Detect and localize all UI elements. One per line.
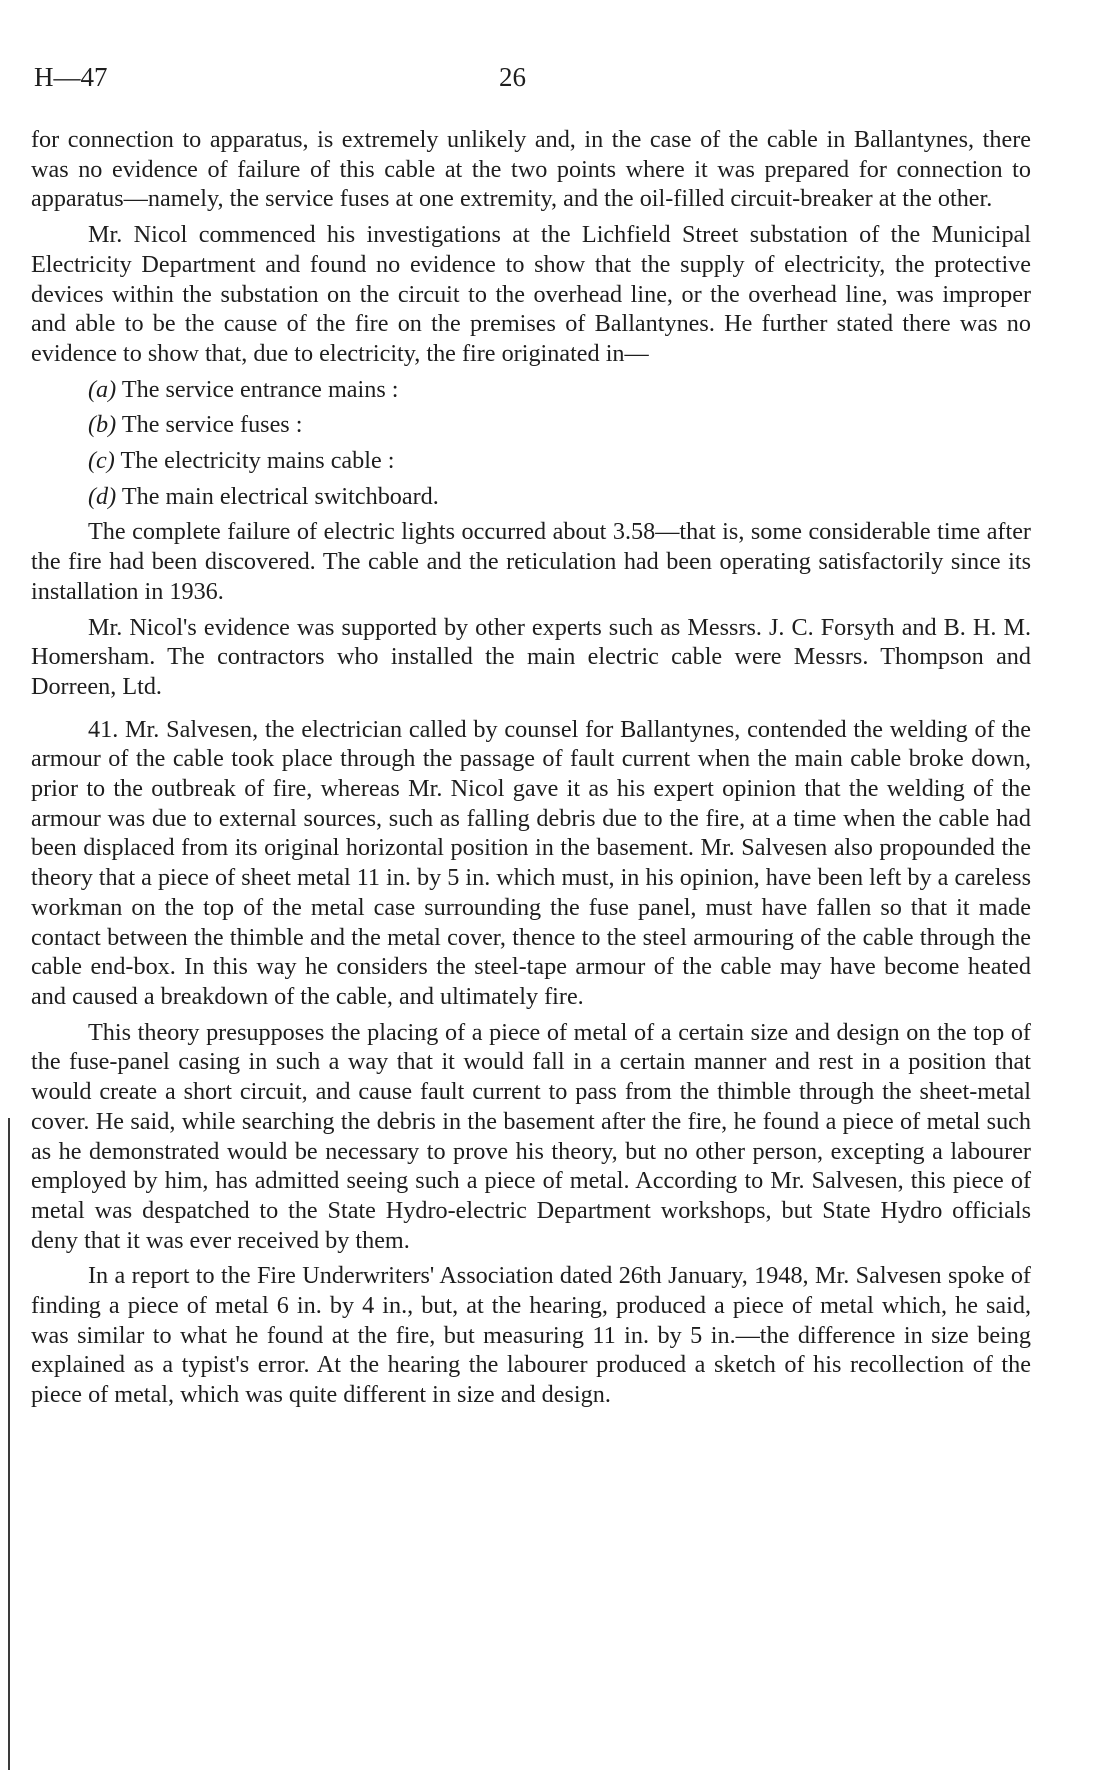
paragraph-failure-of-lights: The complete failure of electric lights occurred about 3.58—that is, some considerable time after the fire had been discovered. The cable and the reticulation had been operating satisfactorily since its installation in 1936.	[31, 518, 1031, 605]
list-text: The service entrance mains :	[121, 375, 399, 403]
list-marker: (b)	[88, 411, 117, 439]
list-text: The main electrical switchboard.	[121, 482, 439, 510]
list-marker: (a)	[88, 375, 117, 403]
list-text: The electricity mains cable :	[120, 447, 395, 475]
paragraph-41-salvesen: 41. Mr. Salvesen, the electrician called by counsel for Ballantynes, contended the welding of the armour of the cable took place through the passage of fault current when the main cable broke down, prior to the outbreak of fire, whereas Mr. Nicol gave it as his expert opinion that the welding of the armour was due to external sources, such as falling debris due to the fire, at a time when the cable had been displaced from its original horizontal position in the basement. Mr. Salvesen also propounded the theory that a piece of sheet metal 11 in. by 5 in. which must, in his opinion, have been left by a careless workman on the top of the metal case surrounding the fuse panel, must have fallen so that it made contact between the thimble and the metal cover, thence to the steel armouring of the cable through the cable end-box. In this way he considers the steel-tape armour of the cable may have become heated and caused a breakdown of the cable, and ultimately fire.	[31, 715, 1031, 1010]
list-marker: (c)	[88, 447, 115, 475]
paragraph-underwriters-report: In a report to the Fire Underwriters' Association dated 26th January, 1948, Mr. Salvesen spoke of finding a piece of metal 6 in. by 4 in., but, at the hearing, produced a piece of metal which, he said, was similar to what he found at the fire, but measuring 11 in. by 5 in.—the difference in size being explained as a typist's error. At the hearing the labourer produced a sketch of his recollection of the piece of metal, which was quite different in size and design.	[31, 1262, 1031, 1409]
list-marker: (d)	[88, 482, 117, 510]
paragraph-continuation: for connection to apparatus, is extremely unlikely and, in the case of the cable in Ballantynes, there was no evidence of failure of this cable at the two points where it was prepared for connection to apparatus—namely, the service fuses at one extremity, and the oil-filled circuit-breaker at the other.	[31, 126, 1031, 213]
list-text: The service fuses :	[121, 411, 303, 439]
paragraph-nicol-investigation: Mr. Nicol commenced his investigations at the Lichfield Street substation of the Municipal Electricity Department and found no evidence to show that the supply of electricity, the protective devices within the substation on the circuit to the overhead line, or the overhead line, was improper and able to be the cause of the fire on the premises of Ballantynes. He further stated there was no evidence to show that, due to electricity, the fire originated in—	[31, 221, 1031, 367]
body-text	[31, 125, 1031, 1410]
list-item-d	[31, 482, 1031, 512]
list-item-b	[31, 410, 1031, 440]
paragraph-supporting-experts: Mr. Nicol's evidence was supported by other experts such as Messrs. J. C. Forsyth and B. H. M. Homersham. The contractors who installed the main electric cable were Messrs. Thompson and Dorreen, Ltd.	[31, 613, 1031, 700]
list-item-a	[31, 375, 1031, 405]
list-item-c	[31, 446, 1031, 476]
margin-rule	[8, 1118, 10, 1770]
page-number: 26	[499, 62, 526, 92]
paragraph-theory: This theory presupposes the placing of a piece of metal of a certain size and design on the top of the fuse-panel casing in such a way that it would fall in a certain manner and rest in a position that would create a short circuit, and cause fault current to pass from the thimble through the sheet-metal cover. He said, while searching the debris in the basement after the fire, he found a piece of metal such as he demonstrated would be necessary to prove his theory, but no other person, excepting a labourer employed by him, has admitted seeing such a piece of metal. According to Mr. Salvesen, this piece of metal was despatched to the State Hydro-electric Department workshops, but State Hydro officials deny that it was ever received by them.	[31, 1018, 1031, 1254]
report-reference: H—47	[34, 62, 108, 92]
page-header	[34, 62, 1034, 102]
